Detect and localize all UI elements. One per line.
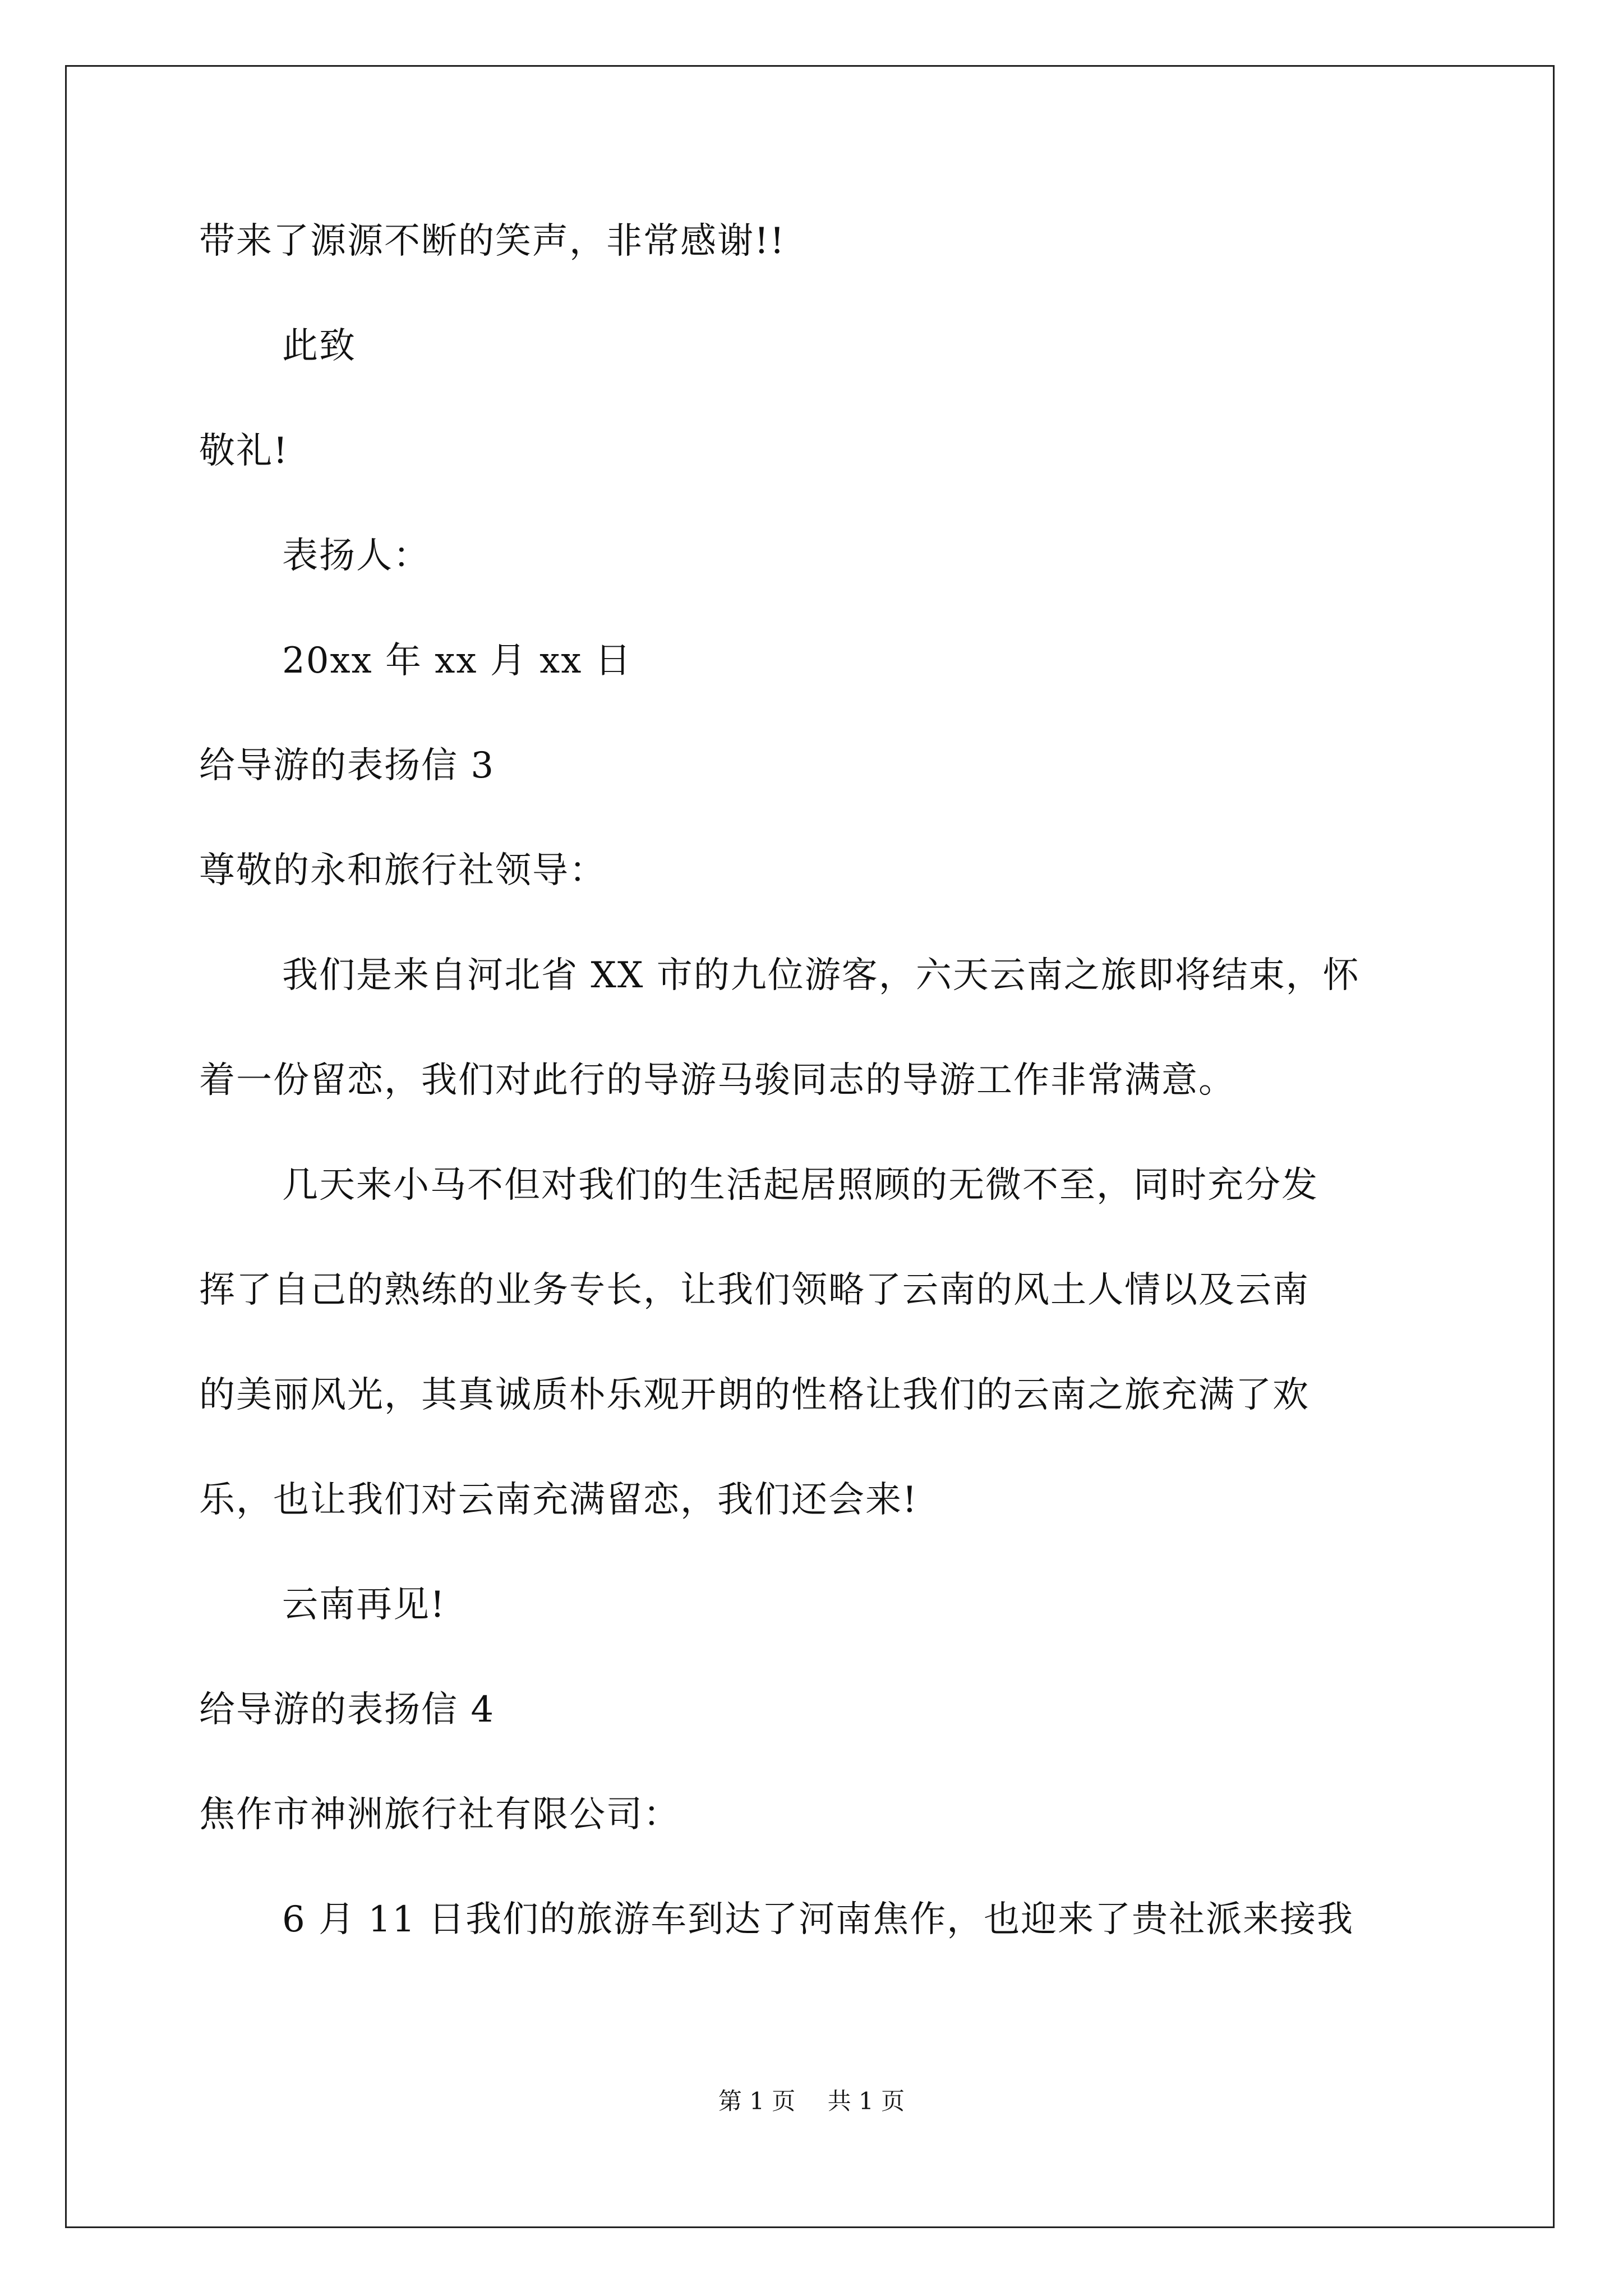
text-line-5: 20xx 年 xx 月 xx 日 [282, 640, 632, 682]
section-heading-4: 给导游的表扬信 4 [199, 1689, 495, 1731]
text-line-8: 我们是来自河北省 XX 市的九位游客，六天云南之旅即将结束，怀 [282, 955, 1360, 996]
section-heading-3: 给导游的表扬信 3 [199, 745, 495, 786]
text-line-1: 带来了源源不断的笑声，非常感谢!! [199, 220, 786, 262]
text-line-12: 的美丽风光，其真诚质朴乐观开朗的性格让我们的云南之旅充满了欢 [199, 1374, 1310, 1416]
salutation-line: 尊敬的永和旅行社领导： [199, 850, 606, 891]
page-total: 共 1 页 [827, 2087, 905, 2115]
text-line-9: 着一份留恋，我们对此行的导游马骏同志的导游工作非常满意。 [199, 1060, 1235, 1101]
text-line-11: 挥了自己的熟练的业务专长，让我们领略了云南的风土人情以及云南 [199, 1269, 1310, 1311]
salutation-line-2: 焦作市神洲旅行社有限公司： [199, 1794, 680, 1835]
page-number: 第 1 页 [718, 2087, 796, 2115]
text-line-4: 表扬人： [282, 535, 430, 577]
text-line-3: 敬礼! [199, 430, 289, 472]
text-line-17: 6 月 11 日我们的旅游车到达了河南焦作，也迎来了贵社派来接我 [282, 1899, 1354, 1940]
text-line-2: 此致 [282, 325, 356, 367]
text-line-14: 云南再见! [282, 1584, 446, 1626]
text-line-10: 几天来小马不但对我们的生活起居照顾的无微不至，同时充分发 [282, 1165, 1318, 1206]
page-footer [0, 2086, 1623, 2117]
text-line-13: 乐，也让我们对云南充满留恋，我们还会来! [199, 1479, 918, 1521]
